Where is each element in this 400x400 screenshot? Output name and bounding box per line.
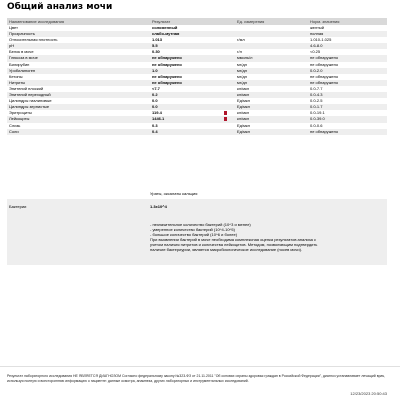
cell-norm: не обнаружено: [310, 55, 339, 61]
cell-unit: г/мл: [237, 37, 245, 43]
cell-name: Цилиндры зернистые: [9, 104, 50, 110]
cell-unit: кл/мкл: [237, 92, 250, 98]
cell-norm: не обнаружено: [310, 79, 339, 85]
bacteria-info-line: При выявлении бактерий в моче необходима комплексная оценка результатов анализа с: [150, 237, 316, 242]
result-value: соломенный: [152, 25, 178, 30]
table-header: [7, 18, 387, 25]
cell-unit: мг/дл: [237, 67, 247, 73]
result-value: 1.013: [152, 37, 163, 43]
cell-name: Цвет: [9, 25, 18, 30]
cell-unit: Ед/мкл: [237, 98, 250, 104]
cell-name: Относительная плотность: [9, 37, 58, 43]
result-value: 1.0: [152, 67, 158, 73]
result-value: не обнаружено: [152, 79, 182, 85]
cell-unit: мг/дл: [237, 73, 247, 79]
cell-result: [152, 129, 237, 135]
bacteria-info-line: наличие бактериурии, является микробиологическое исследование (посев мочи).: [150, 247, 303, 252]
result-value: не обнаружено: [152, 55, 182, 61]
col-header-unit: Ед. измерения: [237, 19, 265, 24]
cell-name: Соли: [9, 128, 19, 134]
cell-name: Кетоны: [9, 73, 23, 79]
cell-unit: ммоль/л: [237, 55, 253, 61]
result-value: 0.0: [152, 104, 158, 110]
cell-norm: не обнаружено: [310, 61, 339, 67]
col-header-result: Результат: [152, 19, 171, 24]
cell-name: Слизь: [9, 122, 21, 128]
result-value: 0.4: [152, 128, 158, 134]
bacteria-value: 1.3x10^4: [150, 204, 167, 209]
cell-norm: 0.0-19.1: [310, 110, 325, 116]
cell-norm: 0.0-1.7: [310, 104, 323, 110]
cell-unit: кл/мкл: [237, 116, 250, 122]
cell-norm: не обнаружено: [310, 128, 339, 134]
cell-norm: 0.0-7.7: [310, 85, 323, 91]
cell-name: Эпителий переходный: [9, 92, 51, 98]
cell-unit: кл/мкл: [237, 85, 250, 91]
bacteria-name: Бактерии: [9, 204, 27, 209]
table-row: [7, 129, 387, 135]
cell-name: Билирубин: [9, 61, 30, 67]
bacteria-info-line: - умеренное количество бактерий (10^4-10^5): [150, 227, 235, 232]
cell-norm: 1.010-1.025: [310, 37, 332, 43]
abnormal-flag-icon: [224, 117, 227, 121]
col-header-norm: Норм. значения: [310, 19, 340, 24]
cell-unit: мг/дл: [237, 79, 247, 85]
cell-name: Нитриты: [9, 79, 26, 85]
cell-unit: Ед/мкл: [237, 104, 250, 110]
result-value: <7.7: [152, 85, 160, 91]
result-value: 0.3: [152, 122, 158, 128]
cell-name: pH: [9, 43, 15, 49]
cell-name: Цилиндры гиалиновые: [9, 98, 52, 104]
bacteria-info: [150, 222, 380, 252]
result-value: слабо-мутная: [152, 31, 180, 37]
cell-norm: 0.0-2.5: [310, 98, 323, 104]
bacteria-info-line: - большое количество бактерий (10^6 и более): [150, 232, 238, 237]
bacteria-info-line: - незначительное количество бактерий (10^3 и менее): [150, 222, 251, 227]
bacteria-info-line: учетом наличия нитритов и количества лейкоцитов. Методом, позволяющим подтвердить: [150, 242, 318, 247]
bacteria-block: [7, 199, 387, 265]
report-title: Общий анализ мочи: [7, 2, 113, 12]
result-value: 5.5: [152, 43, 158, 49]
cell-norm: 0.0-2.0: [310, 67, 323, 73]
cell-name: Уробилиноген: [9, 67, 36, 73]
cell-name: Белок в моче: [9, 49, 34, 55]
cell-unit: Ед/мкл: [237, 122, 250, 128]
cell-name: Лейкоциты: [9, 116, 30, 122]
cell-norm: полная: [310, 31, 324, 37]
cell-unit: мг/дл: [237, 61, 247, 67]
cell-unit: Ед/мкл: [237, 128, 250, 134]
cell-name: Прозрачность: [9, 31, 35, 37]
result-value: 1446.1: [152, 116, 165, 122]
salts-note: Ураты, оксалаты кальция: [150, 191, 198, 196]
cell-norm: желтый: [310, 25, 325, 30]
cell-unit: г/л: [237, 49, 242, 55]
results-table: [7, 18, 387, 135]
result-value: не обнаружено: [152, 61, 182, 67]
cell-norm: 0.0-4.3: [310, 92, 323, 98]
cell-name: Эпителий плоский: [9, 85, 44, 91]
cell-name: Эритроциты: [9, 110, 32, 116]
result-value: 119.4: [152, 110, 162, 116]
cell-norm: <0.25: [310, 49, 321, 55]
col-header-name: Наименование исследования: [9, 19, 65, 24]
cell-norm: 4.6-8.0: [310, 43, 323, 49]
result-value: 0.2: [152, 92, 158, 98]
cell-norm: 0.0-39.0: [310, 116, 325, 122]
result-value: не обнаружено: [152, 73, 182, 79]
cell-unit: кл/мкл: [237, 110, 250, 116]
table-body: [7, 25, 387, 135]
cell-norm: 0.0-0.6: [310, 122, 323, 128]
cell-norm: не обнаружено: [310, 73, 339, 79]
abnormal-flag-icon: [224, 111, 227, 115]
result-value: 0.0: [152, 98, 158, 104]
result-value: 0.30: [152, 49, 160, 55]
divider: [0, 366, 400, 367]
timestamp: 12/23/2023 20:50:43: [350, 391, 387, 396]
cell-name: Глюкоза в моче: [9, 55, 38, 61]
disclaimer-footer: Результат лабораторного исследования НЕ ЯВЛЯЕТСЯ ДИАГНОЗОМ Согласно федеральному закону №323-ФЗ от 21.11.2011 "Об основах охраны здоровья граждан в Российской Федерации", диагноз устанавливает лечащий врач, используя полную и всестороннюю информацию о пациенте: данные осмотра, анамнеза, других лабораторных и инструментальных исследований.: [7, 374, 386, 383]
